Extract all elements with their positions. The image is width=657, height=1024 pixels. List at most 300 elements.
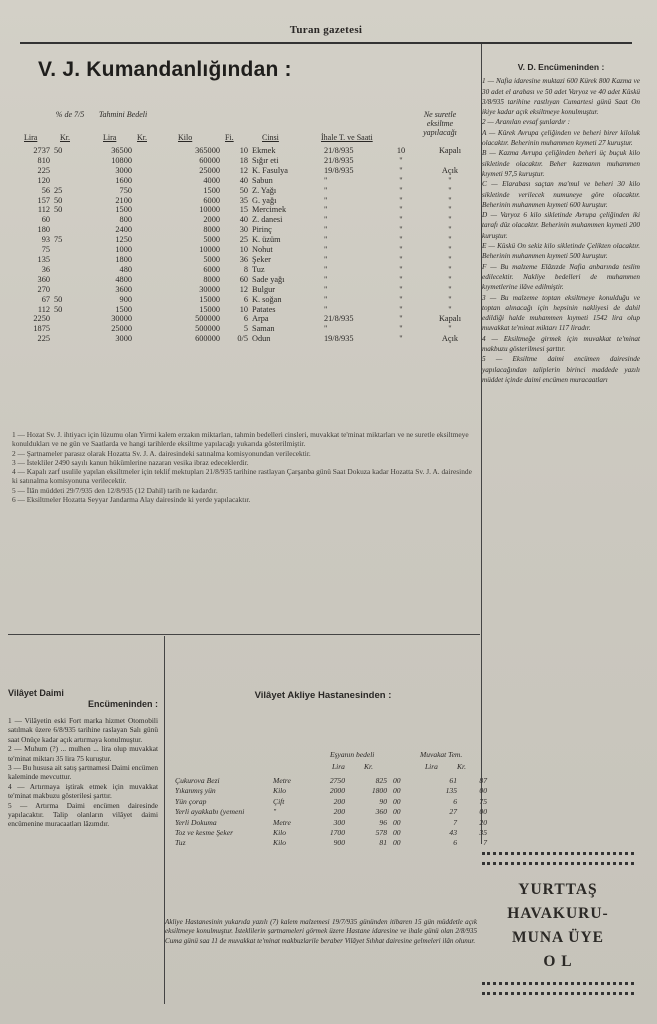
table-cell: 135 — [37, 254, 50, 264]
table-cell: 200 — [333, 796, 345, 806]
table-row — [18, 245, 482, 255]
table-cell: 112 — [37, 304, 50, 314]
col-ihale: İhale T. ve Saati — [321, 133, 373, 142]
table-cell: Pirinç — [252, 225, 272, 235]
table-cell — [52, 255, 88, 265]
table-cell: 2000 — [329, 786, 345, 796]
col-kr2: Kr. — [137, 133, 147, 142]
paragraph: 1 — Vilâyetin eski Fort marka hizmet Otomobili satılmak üzere 6/8/935 tarihine raslayan Salı günü saat Onüçe kadar açık artırmaya konulmuştur. — [8, 716, 158, 744]
table-row — [172, 797, 490, 807]
table-cell: 25000 — [111, 324, 132, 334]
table-cell — [134, 235, 168, 245]
table-cell: Patates — [252, 304, 276, 314]
paragraph: 5 — Eksiltme daimi encümen dairesinde yapılacağından taliplerin birinci maddede yazılı müddet içinde daimi encümen muracaatları — [482, 355, 640, 384]
table-cell — [52, 156, 88, 166]
table-cell — [134, 156, 168, 166]
table-cell: 75 — [54, 235, 63, 245]
table-cell — [52, 215, 88, 225]
table-cell: " — [324, 254, 328, 264]
table-cell: 810 — [37, 155, 50, 165]
ad-line: HAVAKURU- — [507, 905, 609, 922]
table-cell: Toz ve kesme Şeker — [175, 828, 234, 838]
table-cell: 750 — [119, 185, 132, 195]
table-cell: 500000 — [195, 324, 220, 334]
table-cell: 10 — [239, 245, 248, 255]
akliye-title: Vilâyet Akliye Hastanesinden : — [254, 690, 392, 701]
table-row — [18, 205, 482, 215]
table-cell: Açık — [441, 165, 459, 175]
table-cell: 81 — [379, 838, 387, 848]
paragraph: 5 — İlân müddeti 29/7/935 den 12/8/935 (12 Dahil) tarih ne kadardır. — [12, 485, 218, 495]
table-cell: 1600 — [115, 175, 132, 185]
table-cell: Yıkanmış yün — [175, 786, 216, 796]
table-cell: 30 — [239, 225, 248, 235]
table-cell: 1500 — [203, 185, 220, 195]
table-cell — [52, 275, 88, 285]
header-rule — [20, 42, 632, 44]
table-cell: 00 — [479, 807, 487, 817]
newspaper-header: Turan gazetesi — [289, 24, 363, 36]
table-cell: " — [399, 155, 403, 165]
table-cell — [134, 314, 168, 324]
table-cell — [134, 255, 168, 265]
paragraph: 2 — Muhum (?) ... mulhen ... lira olup muvakkat te'minat miktarı 35 lira 75 kuruştur. — [8, 744, 158, 763]
table-cell: 19/8/935 — [324, 165, 354, 175]
table-cell — [134, 146, 168, 156]
table-cell: Kapalı — [438, 146, 462, 155]
table-cell: 4000 — [203, 175, 220, 185]
table-cell: 7 — [453, 817, 457, 827]
col-lira: Lira — [24, 133, 38, 142]
table-cell: " — [273, 807, 277, 817]
ad-line: YURTTAŞ — [518, 881, 598, 898]
table-cell — [134, 166, 168, 176]
table-cell — [52, 166, 88, 176]
table-cell: 60000 — [199, 155, 220, 165]
table-cell: Nohut — [252, 245, 273, 255]
ad-box-border — [482, 862, 634, 865]
table-cell: 1500 — [115, 205, 132, 215]
table-cell: 480 — [119, 264, 132, 274]
table-cell: 75 — [41, 245, 50, 255]
table-cell: " — [399, 235, 403, 245]
table-row — [18, 265, 482, 275]
table-row — [18, 166, 482, 176]
table-cell: 7 — [483, 838, 487, 848]
table-cell: 112 — [37, 205, 50, 215]
notice-title: V. J. Kumandanlığından : — [38, 58, 292, 81]
table-cell: 135 — [445, 786, 457, 796]
table-row — [172, 776, 490, 786]
table-cell: Tuz — [252, 264, 265, 274]
table-cell: 1800 — [115, 254, 132, 264]
table-cell: " — [399, 175, 403, 185]
table-cell: 300 — [333, 817, 345, 827]
table-cell: " — [399, 324, 403, 334]
table-cell: " — [324, 294, 328, 304]
table-cell — [52, 324, 88, 334]
akliye-col-kr2: Kr. — [457, 762, 466, 771]
table-cell: 10 — [239, 146, 248, 155]
table-cell: 93 — [41, 235, 50, 245]
akliye-price-header: Eşyanın bedeli — [330, 750, 375, 759]
table-cell: 157 — [37, 195, 50, 205]
table-cell: 10800 — [111, 155, 132, 165]
table-cell: 6 — [453, 796, 457, 806]
table-cell: 360 — [37, 274, 50, 284]
paragraph: 2 — Aranılan evsaf şunlardır : — [482, 118, 571, 127]
table-row — [18, 146, 482, 156]
table-row — [18, 176, 482, 186]
akliye-col-lira: Lira — [332, 762, 345, 771]
table-cell: Yerli Dokuma — [175, 817, 217, 827]
table-cell: " — [324, 264, 328, 274]
table-cell — [134, 295, 168, 305]
paragraph: F — Bu malzeme Elâzızde Nafia anbarında teslim edilecektir. Nakliye bedelleri de muhammen kıymetlerine ilâve edilmiştir. — [482, 262, 640, 292]
table-cell: 50 — [54, 195, 63, 205]
table-cell: 3000 — [115, 334, 132, 344]
table-cell: 12 — [239, 284, 248, 294]
table-row — [18, 225, 482, 235]
table-row — [18, 156, 482, 166]
table-cell: " — [399, 215, 403, 225]
table-cell: K. Fasulya — [252, 165, 288, 175]
table-cell: " — [448, 235, 452, 245]
table-cell — [134, 305, 168, 315]
table-cell: " — [324, 215, 328, 225]
table-cell — [52, 314, 88, 324]
table-cell: 270 — [37, 284, 50, 294]
table-cell — [52, 225, 88, 235]
table-cell: 36500 — [111, 146, 132, 155]
table-cell — [418, 156, 482, 166]
table-cell: " — [399, 294, 403, 304]
section-divider — [8, 634, 480, 635]
table-cell: " — [399, 334, 403, 344]
table-cell: 180 — [37, 225, 50, 235]
akliye-col-kr: Kr. — [364, 762, 373, 771]
table-cell: 800 — [119, 215, 132, 225]
table-cell: " — [448, 245, 452, 255]
table-cell: " — [448, 225, 452, 235]
table-cell: K. üzüm — [252, 235, 281, 245]
akliye-footer: Akliye Hastanesinin yukarıda yazılı (7) kalem malzemesi 19/7/935 gününden itibaren 15 gün müddetle açık eksiltmeye konulmuştur. İsteklilerin şartnameleri görmek üzere Hastane idaresine ve ihale günü olan 2/8/935 Cuma günü saa 11 de muvakkat te'minat makbuzlarile beraber Vilâyet Sıhhat dairesine gelmeleri ilân olunur. — [165, 918, 477, 945]
akliye-col-lira2: Lira — [425, 762, 438, 771]
table-cell: 8 — [243, 264, 248, 274]
table-cell: 00 — [393, 817, 401, 827]
table-cell: 365000 — [195, 146, 220, 155]
table-cell: 00 — [393, 776, 401, 785]
table-cell — [134, 245, 168, 255]
table-cell: Kilo — [273, 786, 287, 796]
table-cell: 75 — [479, 796, 487, 806]
table-cell: " — [399, 304, 403, 314]
table-cell: 6000 — [203, 264, 220, 274]
ad-box-border — [482, 992, 634, 995]
table-cell: Z. Yağı — [252, 185, 277, 195]
table-cell: Şeker — [252, 254, 271, 264]
table-cell: Sabun — [252, 175, 273, 185]
table-cell: " — [399, 225, 403, 235]
percent-note: % de 7/5 — [55, 110, 85, 119]
table-cell: 3600 — [115, 284, 132, 294]
table-cell: Metre — [273, 776, 291, 785]
table-row — [18, 215, 482, 225]
table-cell: Arpa — [252, 314, 269, 324]
table-cell: K. soğan — [252, 294, 282, 304]
table-cell: 40 — [239, 215, 248, 225]
table-cell: Kilo — [273, 828, 287, 838]
table-cell: Mercimek — [252, 205, 287, 215]
table-cell: 225 — [37, 334, 50, 344]
table-cell — [134, 324, 168, 334]
table-cell: 12 — [239, 165, 248, 175]
table-cell: G. yağı — [252, 195, 277, 205]
table-cell — [134, 176, 168, 186]
akliye-deposit-header: Muvakat Tem. — [420, 750, 463, 759]
table-cell: 20 — [479, 817, 487, 827]
vilayet-daimi-title: Vilâyet Daimi — [8, 688, 64, 698]
table-cell: 5 — [243, 324, 248, 334]
table-cell: 15 — [239, 205, 248, 215]
ad-line: O L — [543, 953, 573, 970]
paragraph: C — Elarabası saçtan ma'mul ve beheri 30 kilo sikletinde verilecek numuneye göre olacaktır. Beherinin muhammen kıymeti 600 kuruştur. — [482, 180, 640, 209]
table-cell: 87 — [479, 776, 487, 785]
table-row — [18, 314, 482, 324]
table-cell: " — [448, 274, 452, 284]
table-cell — [52, 265, 88, 275]
table-cell: 15000 — [199, 294, 220, 304]
paragraph: 1 — Hozat Sv. J. ihtiyacı için lüzumu olan Yirmi kalem erzakın miktarları, tahmin bedelleri cinsleri, muvakkat te'minat miktarları ve ne suretle eksiltmeye konuldukları ve ne gün ve Saatlarda ve hangi tarihlerde eksiltme yapılacağı yukarıda gösterilmiştir. — [12, 430, 469, 449]
table-cell: 00 — [393, 838, 401, 848]
table-cell: 61 — [449, 776, 457, 785]
table-row — [18, 295, 482, 305]
table-cell: 120 — [37, 175, 50, 185]
table-cell — [134, 334, 168, 344]
ad-box-border — [482, 982, 634, 985]
paragraph: 4 — Eksiltmeğe girmek için muvakkat te'minat makbuzu gösterilmesi şarttır. — [482, 334, 640, 354]
table-cell: 2100 — [115, 195, 132, 205]
table-cell: 825 — [375, 776, 387, 785]
table-cell: 21/8/935 — [324, 146, 354, 155]
table-cell: " — [399, 185, 403, 195]
col-kilo: Kilo — [178, 133, 193, 142]
table-row — [18, 334, 482, 344]
table-cell: " — [399, 195, 403, 205]
table-cell — [134, 265, 168, 275]
table-cell: 40 — [239, 175, 248, 185]
akliye-notice — [168, 690, 478, 701]
table-cell: 600000 — [195, 334, 220, 344]
table-cell: Saman — [252, 324, 275, 334]
paragraph: 3 — Bu hususa ait satış şartnamesi Daimi encümen kaleminde mevcuttur. — [8, 763, 158, 782]
table-cell: 96 — [379, 817, 387, 827]
table-cell: 2000 — [203, 215, 220, 225]
table-cell — [52, 285, 88, 295]
table-cell: 360 — [375, 807, 387, 817]
table-cell: 6 — [243, 314, 248, 324]
paragraph: D — Varyoz 6 kilo sikletinde Avrupa çeliğinden iki tarafı düz olacaktır. Beherinin muhammen kıymeti 200 kuruştur. — [482, 211, 640, 240]
table-row — [172, 807, 490, 817]
paragraph: A — Kürek Avrupa çeliğinden ve beheri birer kiloluk olacaktır. Beherinin muhammen kıymeti 27 kuruştur. — [482, 128, 640, 148]
table-cell: " — [399, 165, 403, 175]
paragraph: 3 — İstekliler 2490 sayılı kanun hükümlerine nazaran vesika ibraz edeceklerdir. — [12, 457, 249, 467]
provisions-table — [18, 146, 482, 344]
table-cell: 25 — [239, 235, 248, 245]
table-cell: " — [399, 205, 403, 215]
paragraph: 5 — Artırma Daimi encümen dairesinde yapılacaktır. Talip olanların vilâyet daimi encümenine muracaatları lâzımdır. — [8, 800, 158, 829]
table-cell: Çukurova Bezi — [175, 776, 220, 785]
table-cell: Çift — [273, 796, 285, 806]
ad-text — [482, 878, 634, 974]
table-cell: 900 — [333, 838, 345, 848]
table-cell: 50 — [54, 304, 63, 314]
table-cell — [134, 196, 168, 206]
table-cell: 1800 — [371, 786, 387, 796]
table-cell: Bulgur — [252, 284, 276, 294]
table-cell: " — [399, 245, 403, 255]
table-cell: " — [448, 264, 452, 274]
table-cell: 21/8/935 — [324, 314, 354, 324]
table-cell: " — [448, 185, 452, 195]
table-row — [172, 828, 490, 838]
table-cell: " — [448, 175, 452, 185]
table-cell — [134, 285, 168, 295]
ad-box-border — [482, 852, 634, 855]
table-cell: 10 — [396, 146, 406, 155]
table-cell: 60 — [41, 215, 50, 225]
table-cell: 1250 — [115, 235, 132, 245]
table-cell: Z. danesi — [252, 215, 283, 225]
table-cell: 2250 — [33, 314, 50, 324]
table-cell: 50 — [54, 146, 63, 155]
table-cell: " — [448, 195, 452, 205]
table-cell: " — [399, 254, 403, 264]
table-cell: 35 — [239, 195, 248, 205]
paragraph: E — Küskü On sekiz kilo sikletinde Çelikten olacaktır. Beherinin muhammen kıymeti 500 kuruştur. — [482, 242, 640, 261]
table-cell: Ekmek — [252, 146, 276, 155]
table-cell: 00 — [393, 807, 401, 817]
table-cell: " — [448, 294, 452, 304]
table-cell: 500000 — [195, 314, 220, 324]
table-cell: " — [399, 264, 403, 274]
table-cell: 50 — [239, 185, 248, 195]
method-header: Ne suretle eksiltme yapılacağı — [423, 110, 457, 137]
table-cell: 0/5 — [237, 334, 248, 344]
col-cinsi: Cinsi — [262, 133, 279, 142]
table-cell: 2400 — [115, 225, 132, 235]
table-cell — [52, 334, 88, 344]
table-cell — [134, 225, 168, 235]
table-cell: 200 — [333, 807, 345, 817]
table-row — [172, 838, 490, 848]
table-cell: 1700 — [329, 828, 345, 838]
table-cell: 1000 — [115, 245, 132, 255]
table-cell: 19/8/935 — [324, 334, 354, 344]
table-cell — [134, 275, 168, 285]
table-cell: Açık — [441, 334, 459, 344]
table-cell: 67 — [41, 294, 50, 304]
table-cell: 8000 — [203, 225, 220, 235]
estimated-price-header: Tahmini Bedeli — [98, 110, 148, 119]
table-cell: 6000 — [203, 195, 220, 205]
table-row — [18, 275, 482, 285]
table-row — [172, 786, 490, 796]
table-row — [18, 285, 482, 295]
table-cell: 25000 — [199, 165, 220, 175]
table-cell: 35 — [479, 828, 487, 838]
table-cell: 10000 — [199, 205, 220, 215]
table-cell: 56 — [41, 185, 50, 195]
table-cell: 10000 — [199, 245, 220, 255]
table-cell: 00 — [393, 828, 401, 838]
table-cell: 1875 — [33, 324, 50, 334]
table-cell: Kilo — [273, 838, 287, 848]
table-cell: 21/8/935 — [324, 155, 354, 165]
table-cell: 225 — [37, 165, 50, 175]
side-notice — [482, 62, 640, 385]
table-cell: 00 — [393, 796, 401, 806]
table-cell: 00 — [393, 786, 401, 796]
akliye-table — [172, 776, 490, 849]
table-cell: Kapalı — [438, 314, 462, 324]
table-cell: " — [448, 284, 452, 294]
table-cell: " — [448, 254, 452, 264]
table-cell: 50 — [54, 294, 63, 304]
table-cell: 15000 — [199, 304, 220, 314]
table-cell: Yün çorap — [175, 796, 207, 806]
table-cell: 10 — [239, 304, 248, 314]
col-lira2: Lira — [103, 133, 117, 142]
paragraph: 2 — Şartnameler parasız olarak Hozatta Sv. J. A. dairesindeki satınalma komisyonundan verilecektir. — [12, 448, 311, 458]
table-cell: 6 — [453, 838, 457, 848]
col-fi: Fi. — [225, 133, 234, 142]
paragraph: B — Kazma Avrupa çeliğinden beheri üç buçuk kilo sikletinde olacaktır. Beher kazmanın muhammen kıymeti 97,5 kuruştur. — [482, 149, 640, 178]
table-cell — [134, 205, 168, 215]
table-cell: 60 — [239, 274, 248, 284]
table-cell: " — [399, 314, 403, 324]
table-cell: Yerli ayakkabı (yemeni — [175, 807, 245, 817]
paragraph: 4 — Artırmaya iştirak etmek için muvakkat te'minat makbuzu gösterilesi şarttır. — [8, 781, 158, 801]
table-cell — [134, 186, 168, 196]
table-cell: 90 — [379, 796, 387, 806]
table-cell — [134, 215, 168, 225]
table-cell: Metre — [273, 817, 291, 827]
table-cell: Sade yağı — [252, 274, 285, 284]
table-cell: 2737 — [33, 146, 50, 155]
ad-line: MUNA ÜYE — [512, 929, 604, 946]
table-cell: 6 — [243, 294, 248, 304]
table-cell: 50 — [54, 205, 63, 215]
vilayet-daimi-notice — [8, 688, 158, 829]
table-cell: 4800 — [115, 274, 132, 284]
table-row — [18, 324, 482, 334]
table-cell: " — [324, 304, 328, 314]
table-cell: " — [399, 274, 403, 284]
table-cell: " — [448, 205, 452, 215]
table-cell: 8000 — [203, 274, 220, 284]
table-cell: " — [324, 175, 328, 185]
column-divider — [164, 636, 165, 1004]
ad-box — [482, 852, 634, 998]
table-cell: " — [448, 304, 452, 314]
table-cell: 36 — [41, 264, 50, 274]
table-cell — [52, 176, 88, 186]
table-cell — [52, 245, 88, 255]
paragraph: 3 — Bu malzeme toptan eksiltmeye konulduğu ve toptan alınacağı için hepsinin nakliyesi de dahil edildiği halde muhammen kıymeti 1542 lira olup muvakkat te'minat miktarı 117 liradır. — [482, 293, 640, 333]
table-cell: 2750 — [329, 776, 345, 785]
table-cell: " — [448, 324, 452, 334]
